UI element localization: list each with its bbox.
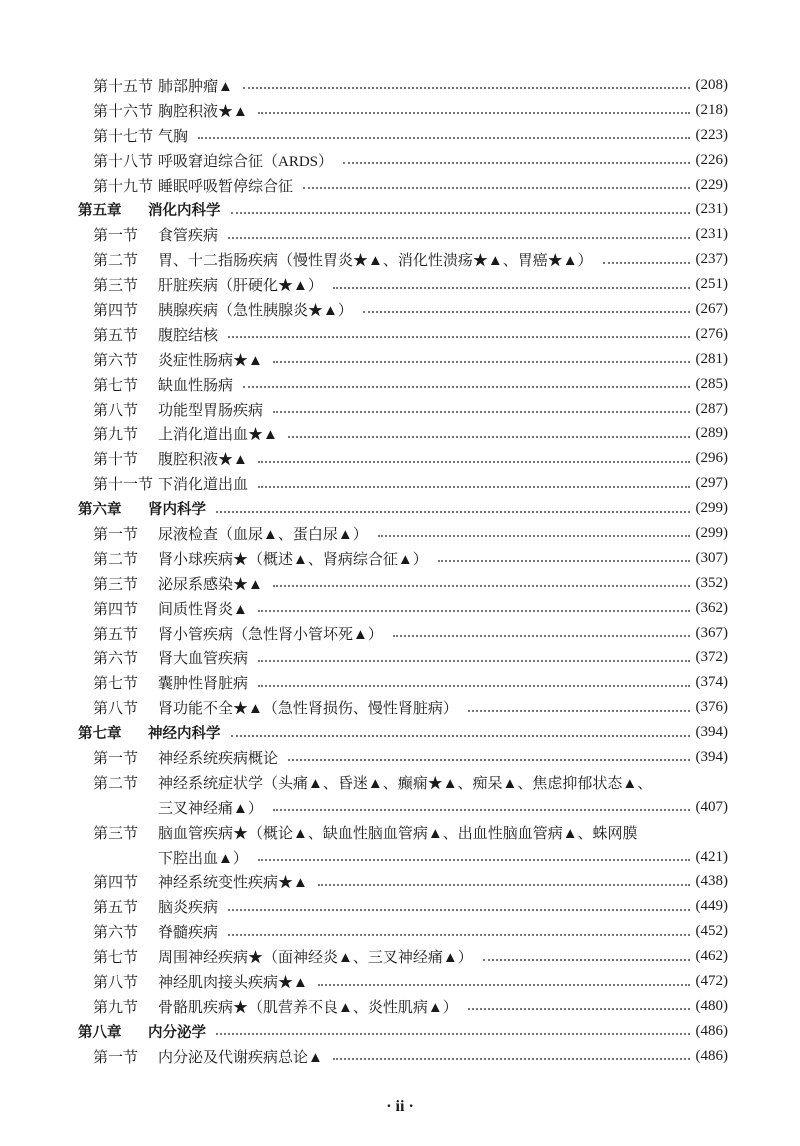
dot-leader <box>258 660 689 662</box>
entry-label: 第六节 <box>93 925 139 942</box>
entry-title: 肝脏疾病（肝硬化★▲） <box>158 278 323 295</box>
entry-label: 第八章 <box>78 1024 122 1041</box>
entry-label: 第三节 <box>93 576 139 593</box>
toc-section-entry <box>78 347 728 372</box>
entry-label: 第四节 <box>93 601 139 618</box>
entry-title: 囊肿性肾脏病 <box>158 676 249 693</box>
entry-page-number: (367) <box>695 624 728 641</box>
dot-leader <box>468 710 690 712</box>
toc-section-entry <box>78 297 728 322</box>
entry-page-number: (352) <box>695 574 728 591</box>
entry-title: 周围神经疾病★（面神经炎▲、三叉神经痛▲） <box>158 950 473 967</box>
entry-label: 第一节 <box>93 526 139 543</box>
toc-section-entry <box>78 969 728 994</box>
dot-leader <box>333 287 690 289</box>
entry-page-number: (226) <box>695 151 728 168</box>
toc-section-entry <box>78 521 728 546</box>
entry-title: 功能型胃肠疾病 <box>158 402 264 419</box>
entry-page-number: (231) <box>695 226 728 243</box>
dot-leader <box>216 1033 690 1035</box>
entry-title: 肺部肿瘤▲ <box>158 78 233 95</box>
dot-leader <box>483 959 690 961</box>
toc-section-entry <box>78 247 728 272</box>
entry-label: 第十七节 <box>93 128 154 145</box>
entry-label: 第十一节 <box>93 477 154 494</box>
dot-leader <box>603 262 690 264</box>
toc-section-entry <box>78 870 728 895</box>
dot-leader <box>216 511 690 513</box>
toc-section-entry <box>78 1044 728 1069</box>
entry-label: 第六节 <box>93 651 139 668</box>
entry-label: 第七节 <box>93 377 139 394</box>
entry-page-number: (223) <box>695 126 728 143</box>
entry-page-number: (299) <box>695 500 728 517</box>
entry-page-number: (281) <box>695 350 728 367</box>
entry-title: 内分泌及代谢疾病总论▲ <box>158 1049 323 1066</box>
dot-leader <box>258 461 690 463</box>
dot-leader <box>288 436 690 438</box>
entry-page-number: (376) <box>695 699 728 716</box>
dot-leader <box>363 311 690 313</box>
entry-page-number: (251) <box>695 276 728 293</box>
entry-label: 第三节 <box>93 278 139 295</box>
entry-title: 食管疾病 <box>158 228 219 245</box>
dot-leader <box>258 685 689 687</box>
toc-section-entry <box>78 919 728 944</box>
toc-section-entry <box>78 695 728 720</box>
entry-label: 第五节 <box>93 327 139 344</box>
entry-label: 第六章 <box>78 502 122 519</box>
toc-chapter-entry <box>78 197 728 222</box>
entry-label: 第四节 <box>93 875 139 892</box>
dot-leader <box>273 809 690 811</box>
entry-title: 脑血管疾病★（概论▲、缺血性脑血管病▲、出血性脑血管病▲、蛛网膜 <box>158 825 638 842</box>
entry-title: 肾大血管疾病 <box>158 651 249 668</box>
entry-title: 缺血性肠病 <box>158 377 234 394</box>
toc-section-entry <box>78 944 728 969</box>
entry-page-number: (231) <box>695 201 728 218</box>
dot-leader <box>318 984 690 986</box>
toc-section-entry <box>78 397 728 422</box>
entry-page-number: (452) <box>695 923 728 940</box>
entry-label: 第二节 <box>93 551 139 568</box>
entry-label: 第十节 <box>93 452 139 469</box>
entry-page-number: (287) <box>695 400 728 417</box>
entry-label: 第一节 <box>93 750 139 767</box>
toc-section-entry <box>78 820 728 845</box>
dot-leader <box>273 361 690 363</box>
entry-page-number: (296) <box>695 450 728 467</box>
entry-title: 呼吸窘迫综合征（ARDS） <box>158 153 334 170</box>
toc-section-entry <box>78 98 728 123</box>
toc-section-entry <box>78 546 728 571</box>
toc-section-entry <box>78 322 728 347</box>
entry-page-number: (472) <box>695 973 728 989</box>
dot-leader <box>333 1058 690 1060</box>
dot-leader <box>468 1008 690 1010</box>
toc-section-entry <box>78 770 728 795</box>
entry-label: 第九节 <box>93 427 139 444</box>
toc-section-entry <box>78 446 728 471</box>
toc-section-entry <box>78 994 728 1019</box>
entry-title: 脊髓疾病 <box>158 925 219 942</box>
entry-page-number: (237) <box>695 251 728 268</box>
dot-leader <box>243 386 689 388</box>
entry-page-number: (449) <box>695 898 728 915</box>
entry-title: 胃、十二指肠疾病（慢性胃炎★▲、消化性溃疡★▲、胃癌★▲） <box>158 253 593 270</box>
toc-section-entry <box>78 596 728 621</box>
entry-page-number: (276) <box>695 325 728 342</box>
dot-leader <box>303 187 689 189</box>
dot-leader <box>318 884 690 886</box>
dot-leader <box>273 411 689 413</box>
toc-section-entry <box>78 148 728 173</box>
entry-title: 肾小球疾病★（概述▲、肾病综合征▲） <box>158 551 428 568</box>
entry-title: 神经系统症状学（头痛▲、昏迷▲、癫痫★▲、痴呆▲、焦虑抑郁状态▲、 <box>158 775 653 792</box>
toc-section-entry <box>78 621 728 646</box>
entry-label: 第四节 <box>93 302 139 319</box>
entry-title: 上消化道出血★▲ <box>158 427 278 444</box>
dot-leader <box>378 535 690 537</box>
entry-label: 第一节 <box>93 228 139 245</box>
dot-leader <box>258 112 690 114</box>
dot-leader <box>231 212 690 214</box>
entry-page-number: (267) <box>695 300 728 317</box>
entry-page-number: (394) <box>695 724 728 741</box>
toc-chapter-entry <box>78 1019 728 1044</box>
dot-leader <box>228 909 689 911</box>
toc-section-entry <box>78 123 728 148</box>
entry-page-number: (438) <box>695 873 728 890</box>
entry-page-number: (486) <box>695 1047 728 1064</box>
dot-leader <box>343 162 689 164</box>
entry-title: 泌尿系感染★▲ <box>158 576 263 593</box>
entry-label: 第七章 <box>78 726 122 743</box>
entry-title: 神经内科学 <box>148 726 221 743</box>
entry-label: 第二节 <box>93 775 139 792</box>
entry-page-number: (307) <box>695 549 728 566</box>
entry-title: 肾功能不全★▲（急性肾损伤、慢性肾脏病） <box>158 701 458 718</box>
entry-page-number: (480) <box>695 997 728 1014</box>
toc-section-entry <box>78 571 728 596</box>
dot-leader <box>258 859 690 861</box>
toc-section-entry <box>78 222 728 247</box>
entry-title: 睡眠呼吸暂停综合征 <box>158 178 294 195</box>
entry-title: 下腔出血▲） <box>158 850 248 867</box>
entry-page-number: (372) <box>695 649 728 666</box>
entry-label: 第五节 <box>93 626 139 643</box>
entry-page-number: (462) <box>695 948 728 965</box>
dot-leader <box>393 635 690 637</box>
entry-title: 脑炎疾病 <box>158 900 219 917</box>
entry-title: 炎症性肠病★▲ <box>158 352 263 369</box>
entry-page-number: (229) <box>695 176 728 193</box>
toc-section-entry <box>78 645 728 670</box>
dot-leader <box>243 87 690 89</box>
dot-leader <box>228 237 689 239</box>
entry-page-number: (218) <box>695 101 728 118</box>
entry-title: 肾小管疾病（急性肾小管坏死▲） <box>158 626 383 643</box>
dot-leader <box>231 735 690 737</box>
entry-label: 第十八节 <box>93 153 154 170</box>
toc-section-entry <box>78 471 728 496</box>
entry-page-number: (208) <box>695 76 728 93</box>
entry-page-number: (297) <box>695 475 728 492</box>
toc-section-entry <box>78 272 728 297</box>
entry-page-number: (394) <box>695 748 728 765</box>
entry-title: 气胸 <box>158 128 189 145</box>
table-of-contents <box>78 73 728 1069</box>
entry-label: 第十九节 <box>93 178 154 195</box>
dot-leader <box>198 137 689 139</box>
entry-page-number: (285) <box>695 375 728 392</box>
toc-section-entry <box>78 894 728 919</box>
entry-page-number: (362) <box>695 599 728 616</box>
toc-section-entry <box>78 745 728 770</box>
dot-leader <box>288 759 689 761</box>
entry-page-number: (486) <box>695 1022 728 1039</box>
entry-title: 消化内科学 <box>148 203 221 220</box>
toc-chapter-entry <box>78 720 728 745</box>
entry-label: 第八节 <box>93 402 139 419</box>
entry-title: 肾内科学 <box>148 502 206 519</box>
entry-title: 神经系统变性疾病★▲ <box>158 875 308 892</box>
dot-leader <box>228 934 689 936</box>
toc-section-entry <box>78 795 728 820</box>
entry-title: 骨骼肌疾病★（肌营养不良▲、炎性肌病▲） <box>158 999 458 1016</box>
entry-title: 胸腔积液★▲ <box>158 103 248 120</box>
entry-title: 腹腔结核 <box>158 327 219 344</box>
dot-leader <box>438 560 690 562</box>
entry-page-number: (374) <box>695 674 728 691</box>
entry-label: 第七节 <box>93 950 139 967</box>
toc-section-entry <box>78 372 728 397</box>
entry-title: 内分泌学 <box>148 1024 206 1041</box>
toc-section-entry <box>78 173 728 198</box>
entry-label: 第七节 <box>93 676 139 693</box>
entry-page-number: (289) <box>695 425 728 442</box>
toc-chapter-entry <box>78 496 728 521</box>
entry-label: 第五章 <box>78 203 122 220</box>
entry-page-number: (421) <box>695 848 728 865</box>
entry-title: 下消化道出血 <box>158 477 249 494</box>
entry-title: 胰腺疾病（急性胰腺炎★▲） <box>158 302 353 319</box>
entry-label: 第三节 <box>93 825 139 842</box>
dot-leader <box>273 585 690 587</box>
entry-label: 第一节 <box>93 1049 139 1066</box>
entry-label: 第五节 <box>93 900 139 917</box>
entry-title: 神经系统疾病概论 <box>158 750 279 767</box>
entry-title: 神经肌肉接头疾病★▲ <box>158 975 308 991</box>
dot-leader <box>228 336 689 338</box>
entry-title: 间质性肾炎▲ <box>158 601 248 618</box>
entry-page-number: (299) <box>695 524 728 541</box>
entry-label: 第十五节 <box>93 78 154 95</box>
entry-label: 第九节 <box>93 999 139 1016</box>
page-number: · ii · <box>386 1098 414 1115</box>
entry-title: 三叉神经痛▲） <box>158 800 263 817</box>
entry-title: 腹腔积液★▲ <box>158 452 248 469</box>
toc-section-entry <box>78 73 728 98</box>
entry-label: 第八节 <box>93 975 139 991</box>
dot-leader <box>258 486 689 488</box>
toc-section-entry <box>78 845 728 870</box>
entry-title: 尿液检查（血尿▲、蛋白尿▲） <box>158 526 368 543</box>
entry-label: 第二节 <box>93 253 139 270</box>
entry-label: 第六节 <box>93 352 139 369</box>
dot-leader <box>258 610 690 612</box>
entry-label: 第十六节 <box>93 103 154 120</box>
entry-page-number: (407) <box>695 798 728 815</box>
toc-section-entry <box>78 670 728 695</box>
entry-label: 第八节 <box>93 701 139 718</box>
toc-section-entry <box>78 421 728 446</box>
